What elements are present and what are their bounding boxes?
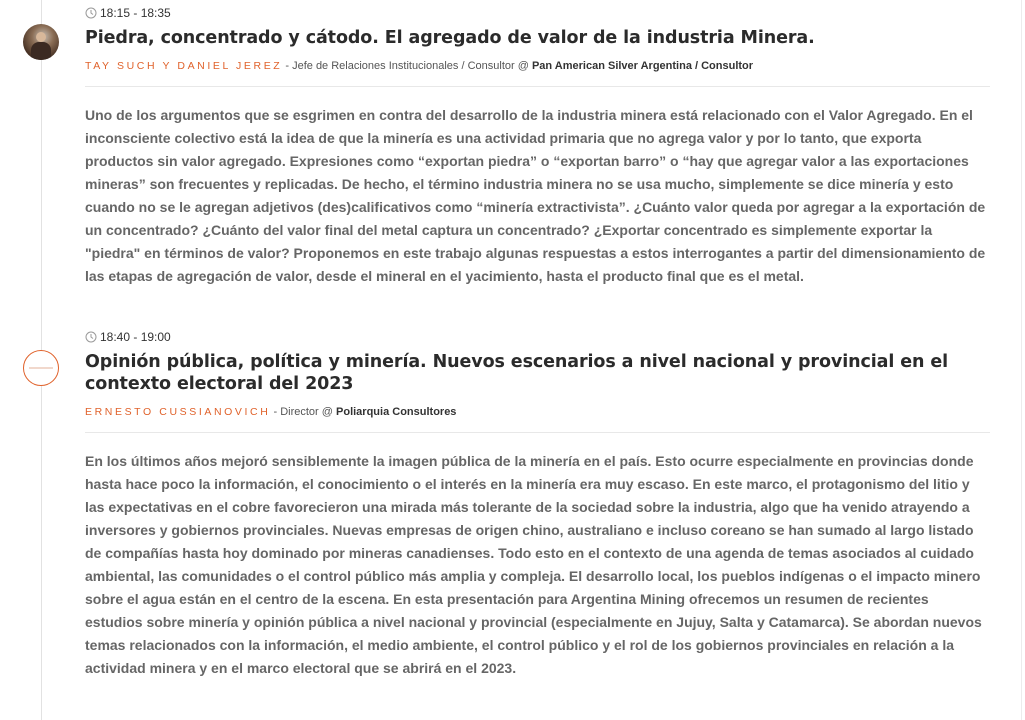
speaker-info <box>85 405 990 419</box>
session-title[interactable]: Piedra, concentrado y cátodo. El agregado de valor de la industria Minera. <box>85 28 815 48</box>
session-item <box>85 5 990 288</box>
clock-icon <box>85 331 97 343</box>
at-sign: @ <box>321 406 333 418</box>
speaker-role: - Director <box>273 406 319 418</box>
timeline-dot <box>23 350 59 386</box>
divider <box>85 432 990 433</box>
session-time <box>85 5 990 21</box>
session-description: Uno de los argumentos que se esgrimen en contra del desarrollo de la industria minera está relacionado con el Valor Agregado. En el inconsciente colectivo está la idea de que la minería es una actividad primaria que no agrega valor y por lo tanto, que exporta productos sin valor agregado. Expresiones como “exportan piedra” o “exportan barro” o “hay que agregar valor a las exportaciones mineras” son frecuentes y replicadas. De hecho, el término industria minera no se usa mucho, simplemente se dice minería y esto cuando no se le agregan adjetivos (des)calificativos como “minería extractivista”. ¿Cuánto valor queda por agregar a la exportación de un concentrado? ¿Cuánto del valor final del metal captura un concentrado? ¿Exportar concentrado es simplemente exportar la "piedra" en términos de valor? Proponemos en este trabajo algunas respuestas a estos interrogantes a partir del dimensionamiento de las etapas de agregación de valor, desde el mineral en el yacimiento, hasta el producto final que es el metal. <box>85 107 986 284</box>
speaker-name[interactable]: ERNESTO CUSSIANOVICH <box>85 406 271 418</box>
speaker-role: - Jefe de Relaciones Institucionales / Consultor <box>285 60 515 72</box>
speaker-name[interactable]: TAY SUCH Y DANIEL JEREZ <box>85 60 283 72</box>
session-title[interactable]: Opinión pública, política y minería. Nuevos escenarios a nivel nacional y provincial en el contexto electoral del 2023 <box>85 352 949 394</box>
at-sign: @ <box>517 60 529 72</box>
session-time-text: 18:40 - 19:00 <box>100 330 171 344</box>
clock-icon <box>85 7 97 19</box>
timeline-dot-mark <box>29 367 53 369</box>
avatar-head <box>36 32 46 42</box>
speaker-company: Pan American Silver Argentina / Consultor <box>531 60 754 72</box>
session-time-text: 18:15 - 18:35 <box>100 6 171 20</box>
divider <box>85 86 990 87</box>
speaker-info <box>85 59 990 73</box>
scroll-edge <box>1021 0 1022 720</box>
speaker-avatar <box>23 24 59 60</box>
session-time <box>85 329 990 345</box>
session-description: En los últimos años mejoró sensiblemente la imagen pública de la minería en el país. Esto ocurre especialmente en provincias donde hasta hace poco la información, el conocimiento o el interés en la minería era muy escaso. En este marco, el protagonismo del litio y las expectativas en el cobre favorecieron una mirada más tolerante de la sociedad sobre la industria, algo que ha venido atrayendo a inversores y gobiernos provinciales. Nuevas empresas de origen chino, australiano e incluso coreano se han sumado al largo listado de compañías hasta hoy dominado por mineras canadienses. Todo esto en el contexto de una agenda de temas asociados al cuidado ambiental, las comunidades o el control público más amplia y compleja. El desarrollo local, los pueblos indígenas o el impacto minero sobre el agua están en el centro de la escena. En esta presentación para Argentina Mining ofrecemos un resumen de recientes estudios sobre minería y opinión pública a nivel nacional y provincial (especialmente en Jujuy, Salta y Catamarca). Se abordan nuevos temas relacionados con la información, el medio ambiente, el control público y el rol de los gobiernos provinciales en relación a la actividad minera y en el marco electoral que se abrirá en el 2023. <box>85 453 982 676</box>
session-item <box>85 329 990 680</box>
speaker-company: Poliarquia Consultores <box>336 406 457 418</box>
avatar-body <box>31 42 51 60</box>
